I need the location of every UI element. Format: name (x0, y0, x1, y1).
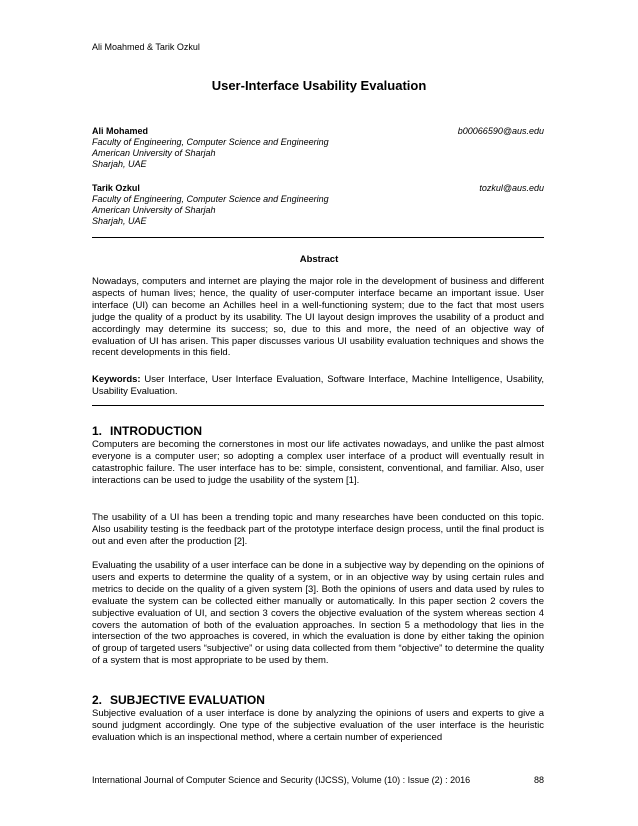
abstract-heading: Abstract (299, 254, 339, 265)
section-title: SUBJECTIVE EVALUATION (110, 693, 265, 707)
journal-citation: International Journal of Computer Science and Security (IJCSS), Volume (10) : Issue (2) : 2016 (92, 775, 471, 785)
author-affiliation-line: American University of Sharjah (92, 205, 216, 215)
body-paragraph: Subjective evaluation of a user interface is done by analyzing the opinions of users and experts to give a sound judgment accordingly. One type of the subjective evaluation of the user interface is the heuristic evaluation which is an inspectional method, where a certain number of experienced (92, 708, 544, 743)
keywords-line (92, 374, 544, 398)
body-paragraph: Computers are becoming the cornerstones in most our life activates nowadays, and unlike the past almost everyone is a computer user; so adopting a complex user interface of a product will eventually result in catastrophic failure. The user interface has to be: simple, consistent, conventional, and familiar. Also, user interactions can be used to judge the usability of the system [1]. (92, 439, 544, 486)
author-affiliation-line: Faculty of Engineering, Computer Science and Engineering (92, 137, 329, 147)
author-email[interactable]: tozkul@aus.edu (479, 183, 544, 193)
section-number: 2. (92, 693, 103, 707)
author-affiliation-line: Sharjah, UAE (92, 159, 147, 169)
author-name: Ali Mohamed (92, 126, 149, 136)
author-affiliation-line: American University of Sharjah (92, 148, 216, 158)
author-block-2 (92, 183, 544, 227)
body-paragraph: The usability of a UI has been a trending topic and many researches have been conducted on this topic. Also usability testing is the feedback part of the prototype interface design process, until the final product is out and even after the production [2]. (92, 512, 544, 547)
abstract-text: Nowadays, computers and internet are playing the major role in the development of business and different aspects of human lives; hence, the quality of user-computer interface became an important issue. User interface (UI) can become an Achilles heel in a well-functioning system; due to the fact that most users judge the quality of a product by its usability. The UI layout design improves the usability of a product and accordingly may determine its success; so, due to this and more, the need of an objective way of evaluation of UI has arisen. This paper discusses various UI usability evaluation techniques and shows the recent developments in this field. (92, 276, 544, 359)
running-head: Ali Moahmed & Tarik Ozkul (92, 42, 200, 52)
author-name: Tarik Ozkul (92, 183, 140, 193)
keywords-label: Keywords: (92, 374, 141, 385)
section-heading-introduction (92, 424, 202, 438)
author-affiliation-line: Faculty of Engineering, Computer Science and Engineering (92, 194, 329, 204)
author-affiliation-line: Sharjah, UAE (92, 216, 147, 226)
author-block-1 (92, 126, 544, 170)
divider-rule (92, 405, 544, 406)
section-heading-subjective-evaluation (92, 693, 265, 707)
page-number: 88 (533, 775, 544, 785)
paper-title: User-Interface Usability Evaluation (211, 78, 427, 93)
body-paragraph: Evaluating the usability of a user interface can be done in a subjective way by depending on the opinions of users and experts to determine the quality of a system, or in an objective way by using certain rules and metrics to decide on the quality of a given system [3]. Both the opinions of users and data used by rules to evaluate the system can be collected either manually or automatically. In this paper section 2 covers the subjective evaluation of UI, and section 3 covers the objective evaluation of the system whereas section 4 covers the automation of both of the evaluation approaches. In section 5 a methodology that lies in the intersection of the two approaches is covered, in which the evaluation is done by either taking the opinion of group of targeted users “subjective” or using data collected from them “objective” to determine the quality of a system that is most appropriate to be used by them. (92, 560, 544, 667)
section-number: 1. (92, 424, 103, 438)
page-footer (92, 775, 544, 785)
divider-rule (92, 237, 544, 238)
author-email[interactable]: b00066590@aus.edu (457, 126, 544, 136)
section-title: INTRODUCTION (110, 424, 202, 438)
keywords-text: User Interface, User Interface Evaluation, Software Interface, Machine Intelligence, Usability, Usability Evaluation. (92, 374, 545, 397)
